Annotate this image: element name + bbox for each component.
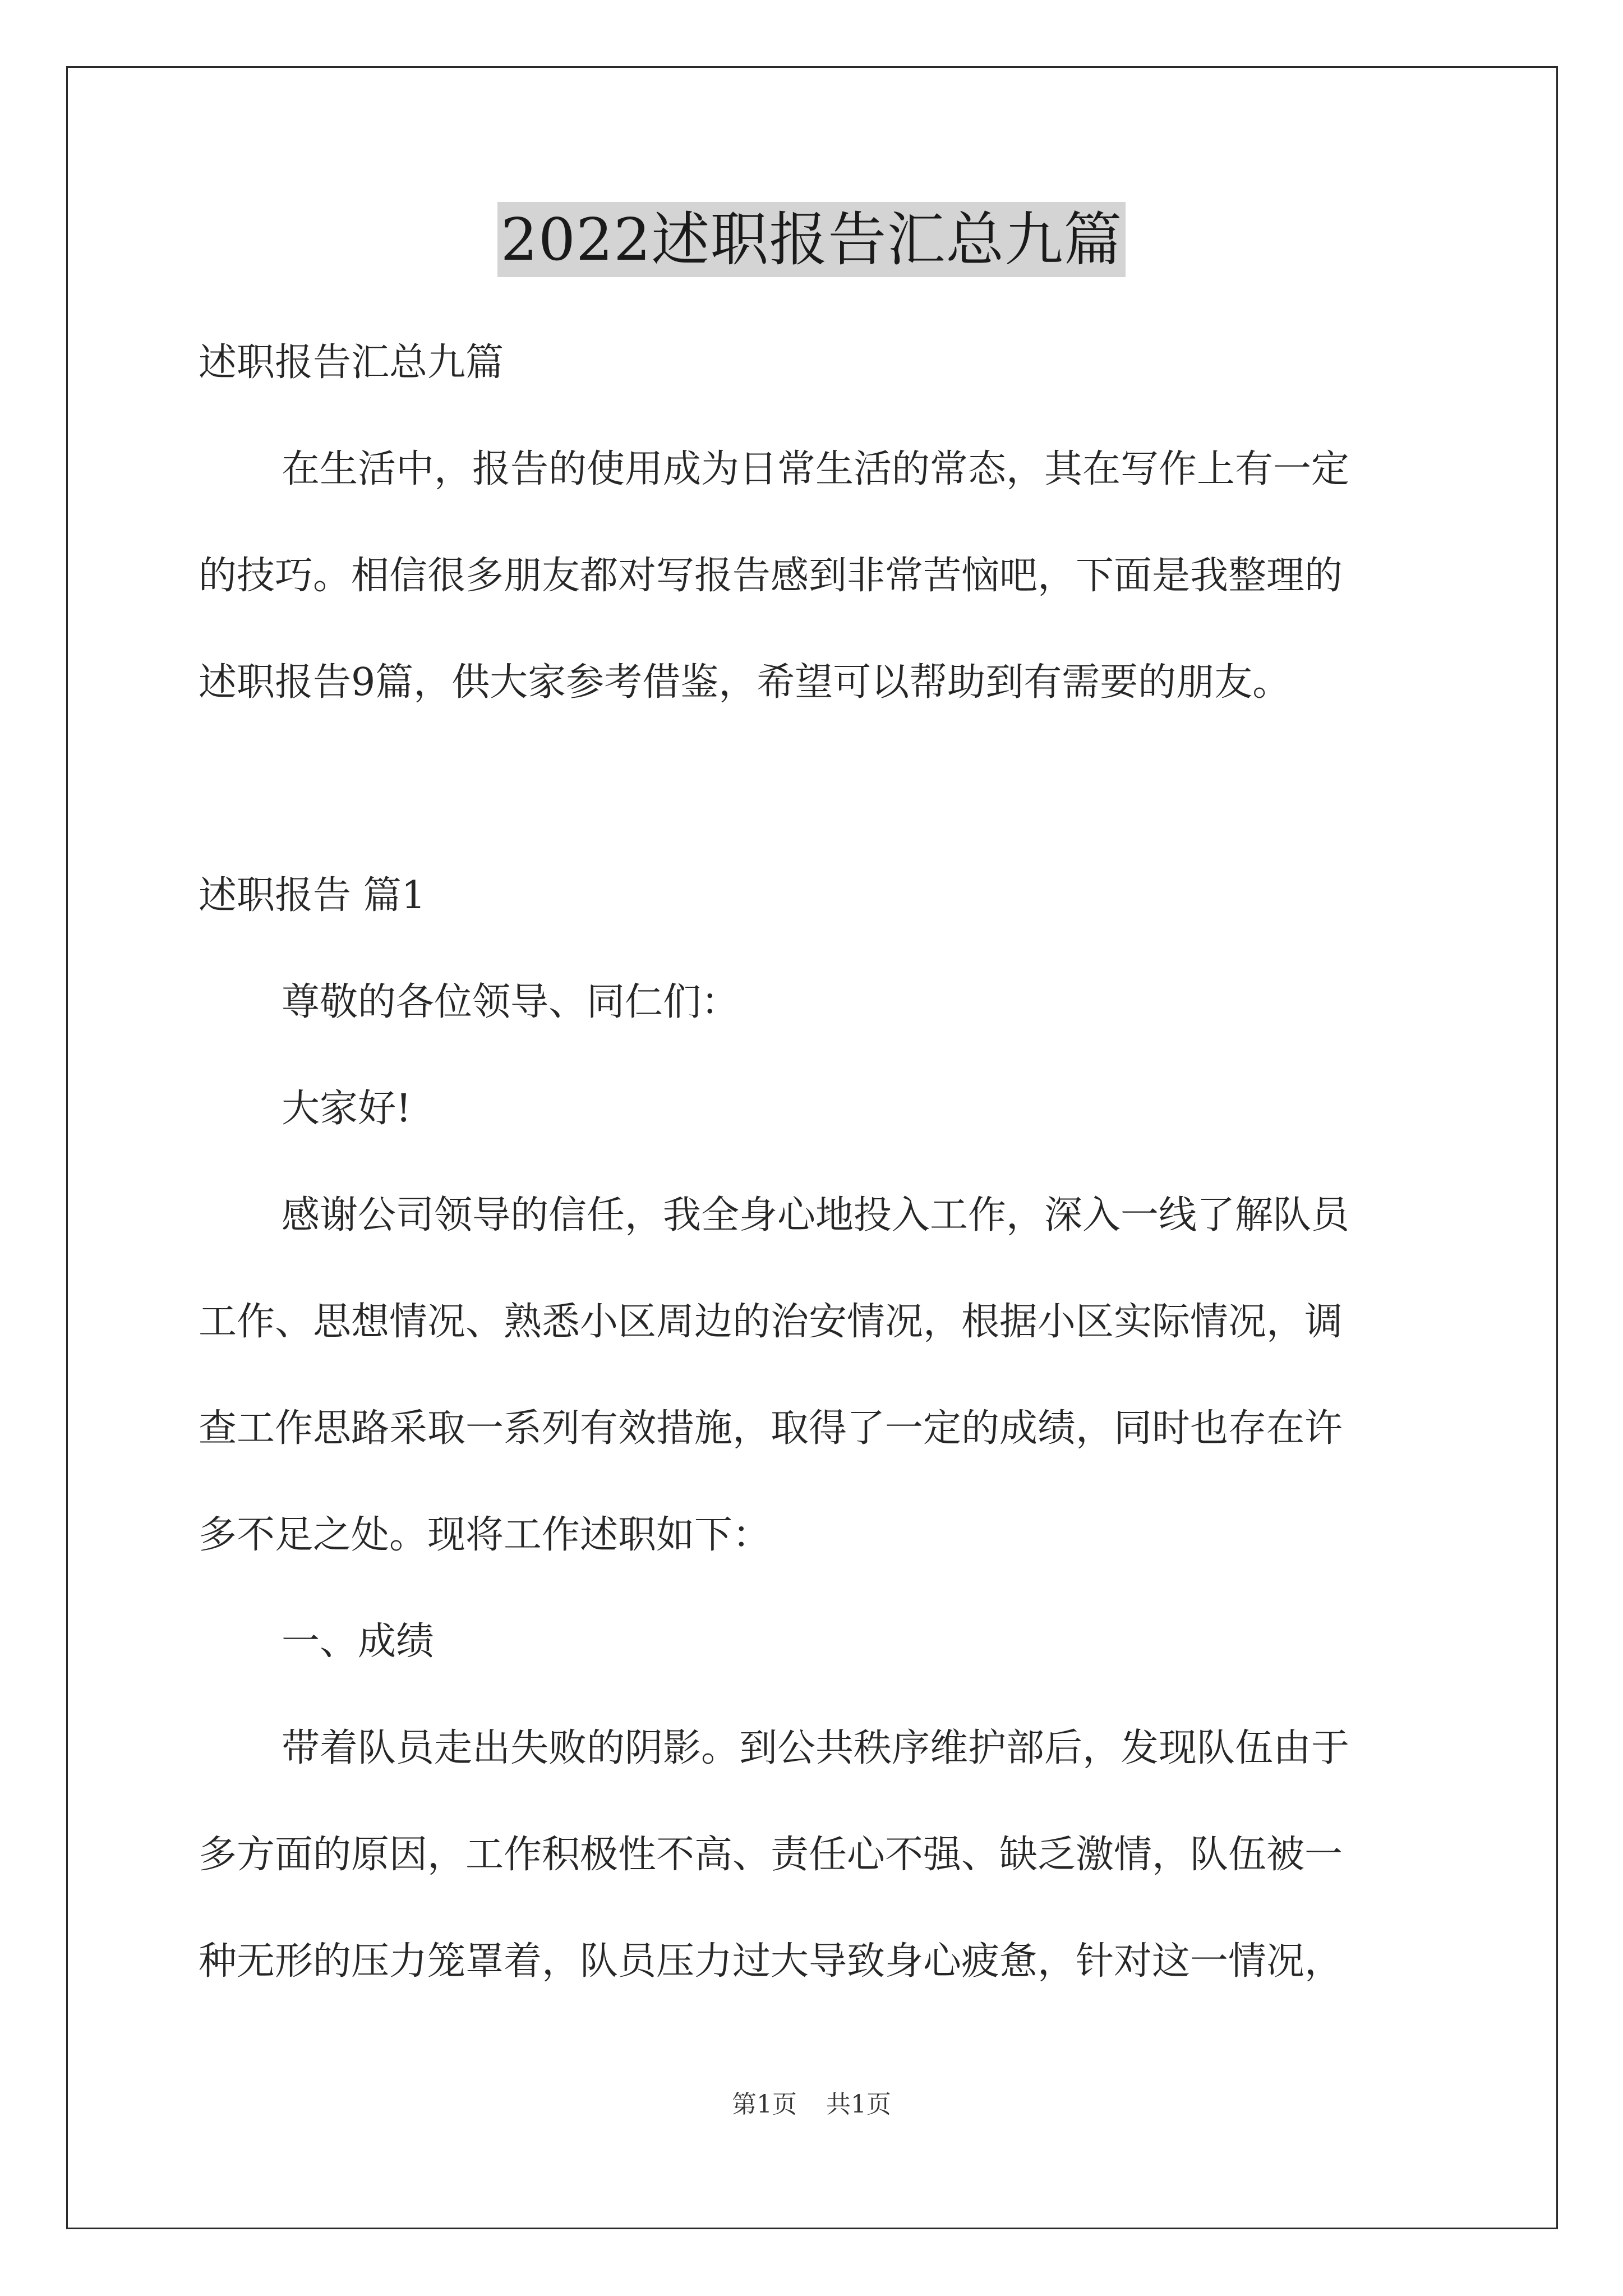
paragraph-line: 带着队员走出失败的阴影。到公共秩序维护部后，发现队伍由于 [282, 1726, 1350, 1770]
intro-line: 述职报告9篇，供大家参考借鉴，希望可以帮助到有需要的朋友。 [199, 660, 1291, 705]
document-body [199, 310, 1432, 2015]
section-heading: 述职报告 篇1 [199, 873, 426, 918]
paragraph-line: 种无形的压力笼罩着，队员压力过大导致身心疲惫，针对这一情况， [199, 1939, 1343, 1984]
paragraph-line: 多方面的原因，工作积极性不高、责任心不强、缺乏激情，队伍被一 [199, 1833, 1343, 1877]
intro-line: 在生活中，报告的使用成为日常生活的常态，其在写作上有一定 [282, 447, 1350, 491]
salutation: 尊敬的各位领导、同仁们： [282, 980, 740, 1024]
title-container [0, 202, 1623, 277]
subtitle: 述职报告汇总九篇 [199, 341, 504, 385]
page-total: 共1页 [826, 2090, 891, 2119]
page-number: 第1页 [732, 2090, 797, 2119]
greeting: 大家好! [282, 1087, 412, 1131]
intro-line: 的技巧。相信很多朋友都对写报告感到非常苦恼吧，下面是我整理的 [199, 554, 1343, 598]
page-footer [0, 2088, 1623, 2122]
paragraph-line: 多不足之处。现将工作述职如下： [199, 1513, 771, 1557]
paragraph-line: 感谢公司领导的信任，我全身心地投入工作，深入一线了解队员 [282, 1193, 1350, 1237]
document-title: 2022述职报告汇总九篇 [497, 202, 1126, 277]
spacer [199, 736, 1432, 843]
paragraph-line: 工作、思想情况、熟悉小区周边的治安情况，根据小区实际情况，调 [199, 1300, 1343, 1344]
sub-heading: 一、成绩 [282, 1619, 435, 1664]
paragraph-line: 查工作思路采取一系列有效措施，取得了一定的成绩，同时也存在许 [199, 1406, 1343, 1451]
